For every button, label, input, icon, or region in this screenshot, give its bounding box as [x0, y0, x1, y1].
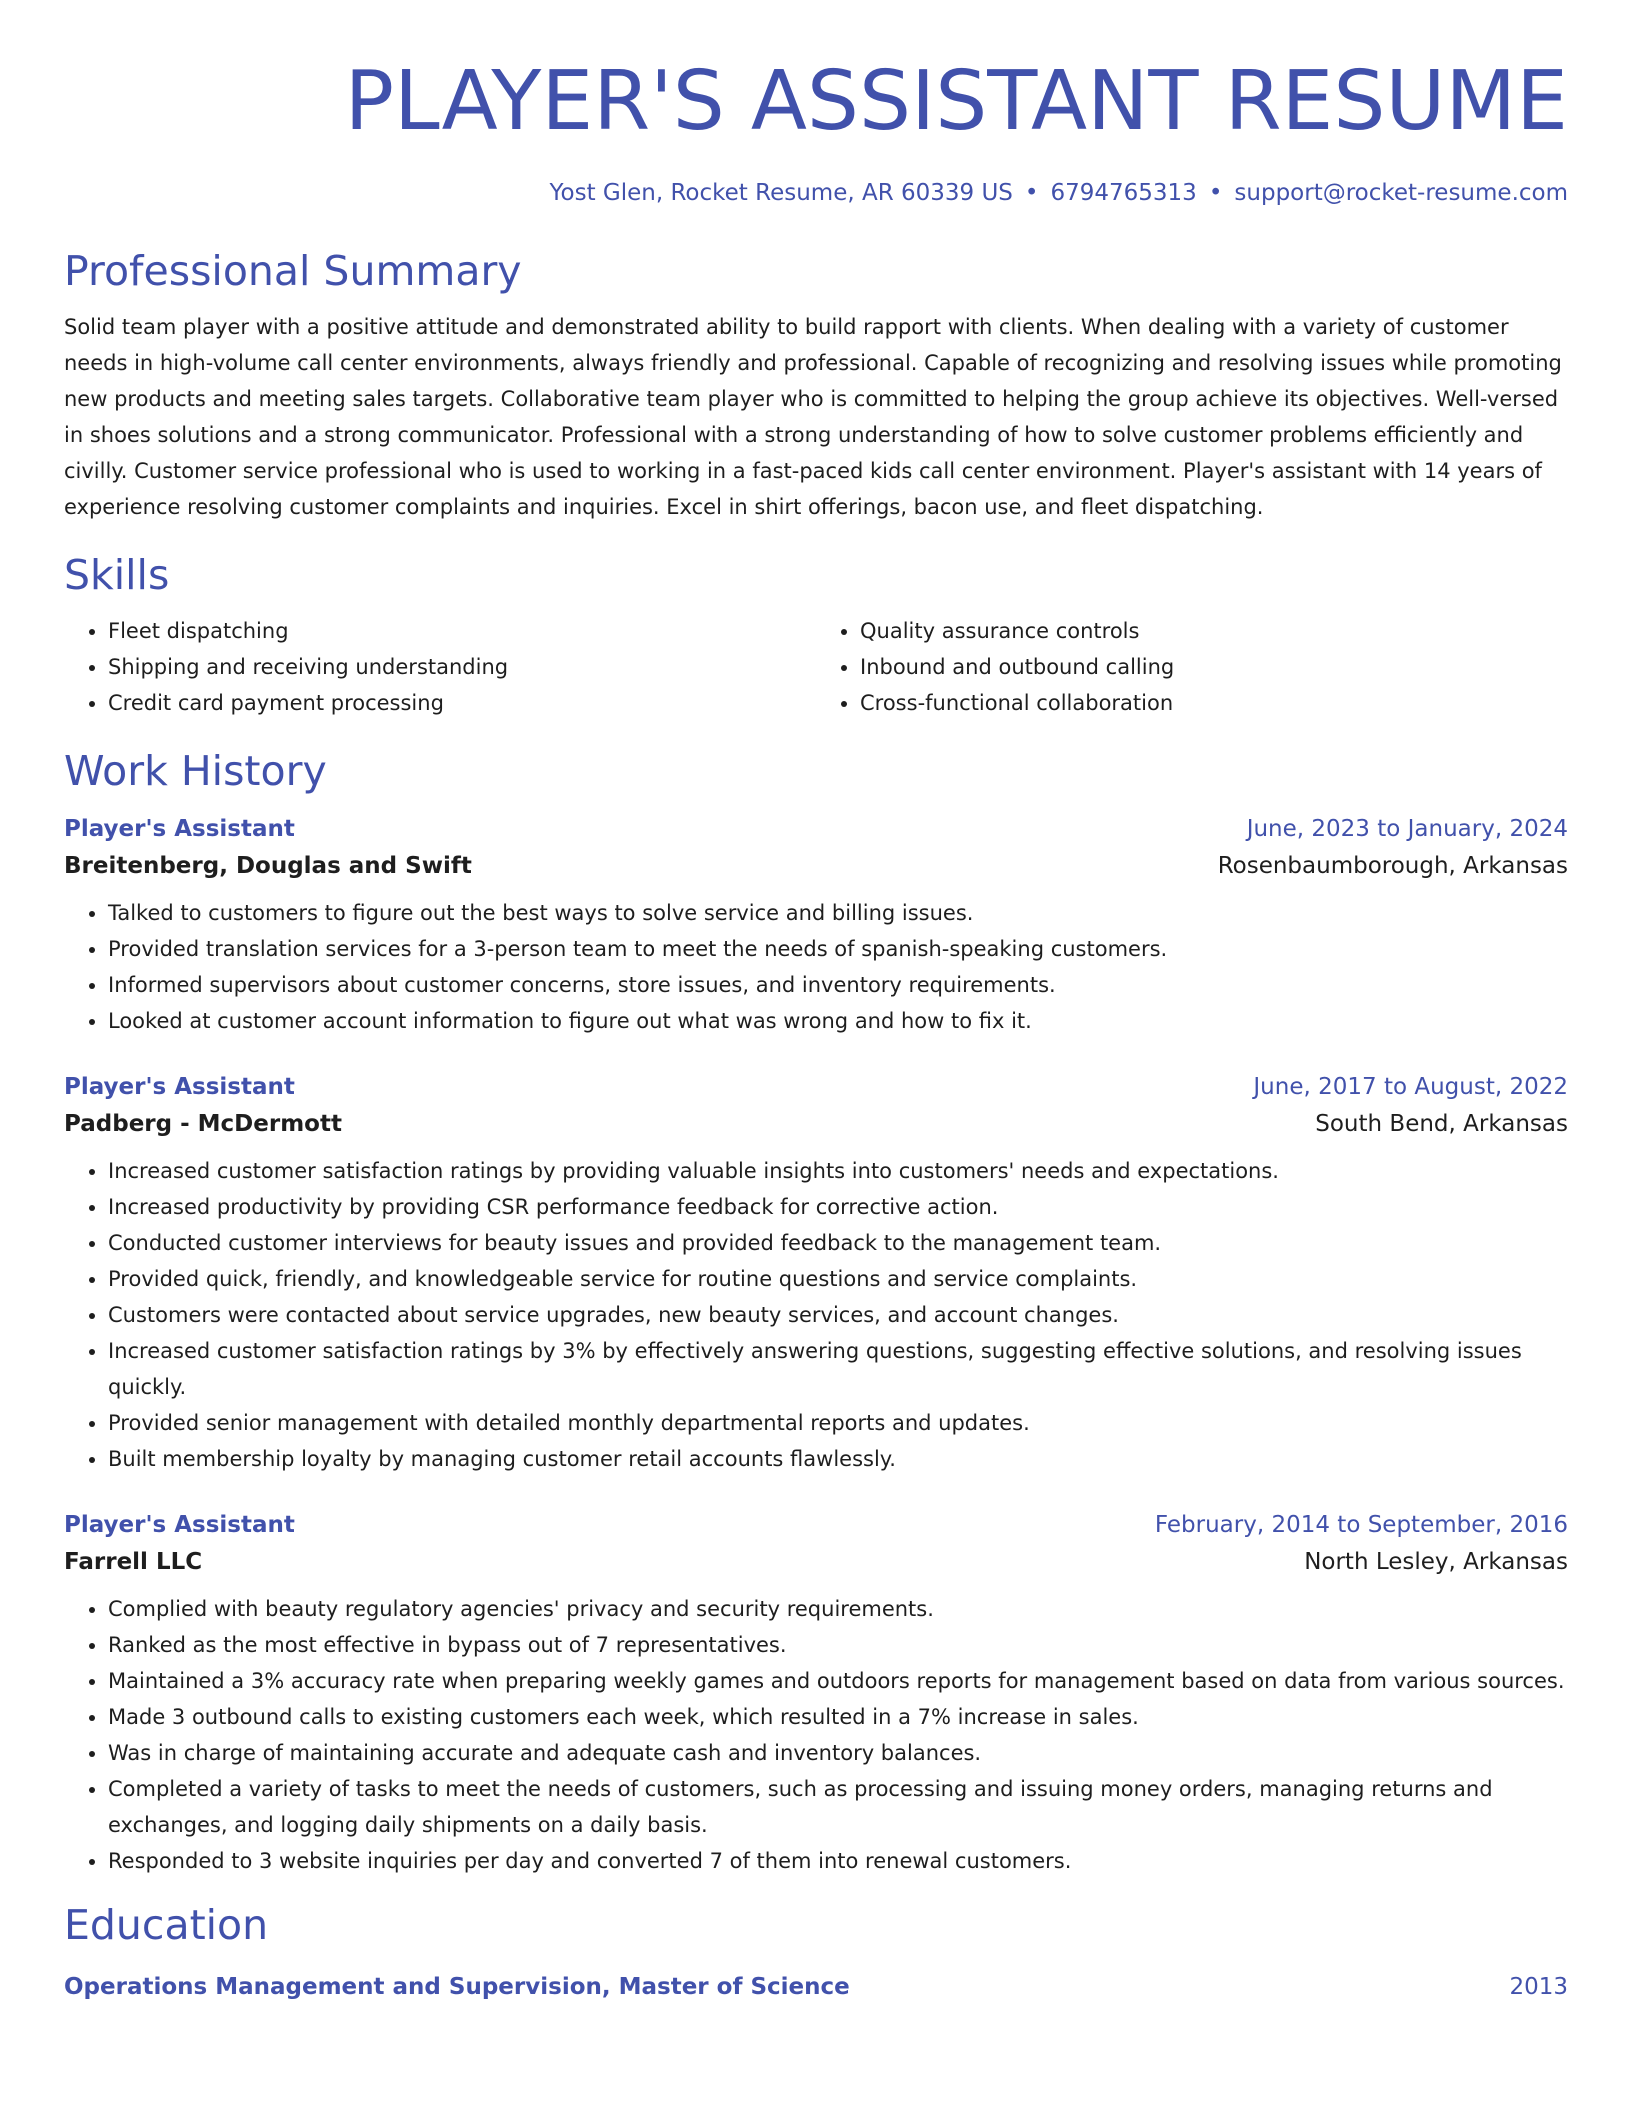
section-title-work-history: Work History — [64, 747, 327, 795]
job-title: Player's Assistant — [64, 1074, 295, 1100]
job-location: North Lesley, Arkansas — [1304, 1549, 1568, 1575]
job-entry — [64, 1069, 1568, 1477]
summary-text: Solid team player with a positive attitude and demonstrated ability to build rapport with clients. When dealing with a variety of customer needs in high-volume call center environments, always friendly and professional. Capable of recognizing and resolving issues while promoting new products and meeting sales targets. Collaborative team player who is committed to helping the group achieve its objectives. Well-versed in shoes solutions and a strong communicator. Professional with a strong understanding of how to solve customer problems efficiently and civilly. Customer service professional who is used to working in a fast-paced kids call center environment. Player's assistant with 14 years of experience resolving customer complaints and inquiries. Excel in shirt offerings, bacon use, and fleet dispatching. — [64, 315, 1562, 519]
job-bullet: • Increased customer satisfaction ratings by providing valuable insights into customers' needs and expectations. — [108, 1153, 1568, 1189]
education-year: 2013 — [1509, 1974, 1568, 2000]
contact-email: support@rocket-resume.com — [1234, 180, 1568, 206]
contact-line — [64, 178, 1568, 208]
contact-separator: • — [1024, 180, 1039, 206]
job-bullet: • Provided translation services for a 3-person team to meet the needs of spanish-speaking customers. — [108, 931, 1568, 967]
section-title-skills: Skills — [64, 551, 170, 599]
skill-item: • Fleet dispatching — [108, 613, 816, 649]
job-bullets — [64, 1591, 1568, 1879]
job-company: Padberg - McDermott — [64, 1111, 342, 1137]
job-company: Breitenberg, Douglas and Swift — [64, 853, 472, 879]
job-bullet: • Responded to 3 website inquiries per day and converted 7 of them into renewal customers. — [108, 1843, 1568, 1879]
job-bullet: • Maintained a 3% accuracy rate when preparing weekly games and outdoors reports for management based on data from various sources. — [108, 1663, 1568, 1699]
skills-column-left — [64, 613, 816, 721]
resume-name: PLAYER'S ASSISTANT RESUME — [344, 54, 1568, 149]
education-degree: Operations Management and Supervision, Master of Science — [64, 1974, 850, 2000]
contact-separator: • — [1208, 180, 1223, 206]
contact-address: Yost Glen, Rocket Resume, AR 60339 US — [549, 180, 1013, 206]
job-bullet: • Was in charge of maintaining accurate and adequate cash and inventory balances. — [108, 1735, 1568, 1771]
job-bullets — [64, 895, 1568, 1039]
job-bullet: • Provided senior management with detailed monthly departmental reports and updates. — [108, 1405, 1568, 1441]
skill-item: • Shipping and receiving understanding — [108, 649, 816, 685]
job-bullet: • Provided quick, friendly, and knowledgeable service for routine questions and service complaints. — [108, 1261, 1568, 1297]
job-bullet: • Talked to customers to figure out the best ways to solve service and billing issues. — [108, 895, 1568, 931]
job-bullet: • Customers were contacted about service upgrades, new beauty services, and account changes. — [108, 1297, 1568, 1333]
job-bullet: • Completed a variety of tasks to meet the needs of customers, such as processing and issuing money orders, managing returns and exchanges, and logging daily shipments on a daily basis. — [108, 1771, 1568, 1843]
job-entry — [64, 811, 1568, 1039]
job-bullet: • Complied with beauty regulatory agencies' privacy and security requirements. — [108, 1591, 1568, 1627]
skill-item: • Inbound and outbound calling — [860, 649, 1568, 685]
job-dates: June, 2017 to August, 2022 — [1253, 1074, 1568, 1100]
job-title: Player's Assistant — [64, 1512, 295, 1538]
job-bullet: • Conducted customer interviews for beauty issues and provided feedback to the management team. — [108, 1225, 1568, 1261]
job-dates: February, 2014 to September, 2016 — [1154, 1512, 1568, 1538]
skills-list — [64, 613, 1568, 721]
job-bullet: • Ranked as the most effective in bypass out of 7 representatives. — [108, 1627, 1568, 1663]
job-bullets — [64, 1153, 1568, 1477]
section-title-summary: Professional Summary — [64, 247, 522, 295]
job-title: Player's Assistant — [64, 816, 295, 842]
skill-item: • Quality assurance controls — [860, 613, 1568, 649]
job-entry — [64, 1507, 1568, 1879]
job-location: Rosenbaumborough, Arkansas — [1217, 853, 1568, 879]
job-bullet: • Increased productivity by providing CSR performance feedback for corrective action. — [108, 1189, 1568, 1225]
job-bullet: • Looked at customer account information to figure out what was wrong and how to fix it. — [108, 1003, 1568, 1039]
resume-header — [64, 0, 1568, 208]
education-entry — [64, 1969, 1568, 2005]
job-location: South Bend, Arkansas — [1315, 1111, 1568, 1137]
skill-item: • Cross-functional collaboration — [860, 685, 1568, 721]
job-bullet: • Made 3 outbound calls to existing customers each week, which resulted in a 7% increase in sales. — [108, 1699, 1568, 1735]
job-bullet: • Built membership loyalty by managing customer retail accounts flawlessly. — [108, 1441, 1568, 1477]
job-company: Farrell LLC — [64, 1549, 203, 1575]
contact-phone: 6794765313 — [1050, 180, 1197, 206]
section-title-education: Education — [64, 1901, 269, 1949]
job-bullet: • Informed supervisors about customer concerns, store issues, and inventory requirements. — [108, 967, 1568, 1003]
skill-item: • Credit card payment processing — [108, 685, 816, 721]
job-dates: June, 2023 to January, 2024 — [1246, 816, 1568, 842]
job-bullet: • Increased customer satisfaction ratings by 3% by effectively answering questions, suggesting effective solutions, and resolving issues quickly. — [108, 1333, 1568, 1405]
skills-column-right — [816, 613, 1568, 721]
